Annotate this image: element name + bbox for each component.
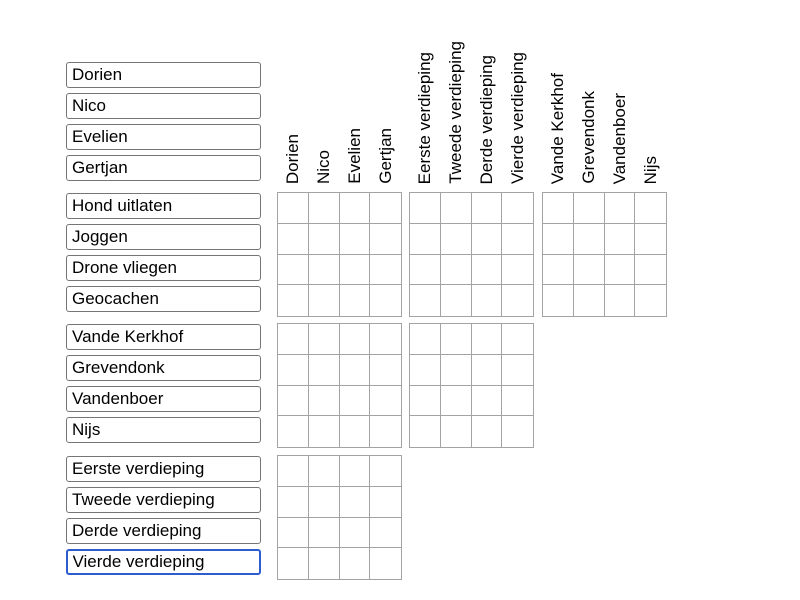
column-header-label: Derde verdieping (477, 54, 496, 184)
label-input-floors-3[interactable] (66, 549, 261, 575)
grid-cell[interactable] (370, 518, 401, 549)
grid-cell[interactable] (340, 416, 371, 447)
grid-cell[interactable] (574, 255, 605, 286)
column-header-floors-2 (471, 0, 502, 190)
grid-block-surnames-x-persons (277, 323, 402, 448)
grid-cell[interactable] (441, 324, 472, 355)
label-input-floors-2[interactable] (66, 518, 261, 544)
grid-cell[interactable] (340, 324, 371, 355)
column-header-floors-1 (440, 0, 471, 190)
grid-cell[interactable] (472, 193, 503, 224)
grid-cell[interactable] (605, 285, 636, 316)
grid-cell[interactable] (472, 386, 503, 417)
grid-block-surnames-x-floors (409, 323, 534, 448)
label-input-surnames-3[interactable] (66, 417, 261, 443)
column-header-label: Nijs (641, 155, 660, 184)
grid-cell[interactable] (472, 224, 503, 255)
grid-cell[interactable] (543, 285, 574, 316)
grid-cell[interactable] (635, 193, 666, 224)
grid-cell[interactable] (370, 285, 401, 316)
label-input-persons-2[interactable] (66, 124, 261, 150)
grid-cell[interactable] (605, 255, 636, 286)
grid-cell[interactable] (370, 548, 401, 579)
column-header-label: Tweede verdieping (446, 41, 465, 184)
grid-cell[interactable] (441, 193, 472, 224)
grid-cell[interactable] (574, 224, 605, 255)
grid-cell[interactable] (309, 456, 340, 487)
column-header-surnames-3 (635, 0, 666, 190)
grid-cell[interactable] (472, 285, 503, 316)
grid-cell[interactable] (502, 193, 533, 224)
column-header-label: Vandenboer (610, 92, 629, 184)
grid-cell[interactable] (370, 224, 401, 255)
grid-cell[interactable] (370, 324, 401, 355)
grid-cell[interactable] (502, 255, 533, 286)
column-header-surnames-0 (542, 0, 573, 190)
grid-cell[interactable] (309, 518, 340, 549)
grid-cell[interactable] (635, 255, 666, 286)
grid-cell[interactable] (410, 285, 441, 316)
label-input-activities-0[interactable] (66, 193, 261, 219)
grid-cell[interactable] (543, 255, 574, 286)
grid-block-activities-x-floors (409, 192, 534, 317)
grid-cell[interactable] (278, 548, 309, 579)
grid-cell[interactable] (502, 355, 533, 386)
grid-cell[interactable] (340, 285, 371, 316)
grid-cell[interactable] (441, 224, 472, 255)
label-input-surnames-2[interactable] (66, 386, 261, 412)
column-header-label: Vierde verdieping (508, 52, 527, 184)
column-header-floors-3 (502, 0, 533, 190)
grid-cell[interactable] (370, 416, 401, 447)
grid-cell[interactable] (410, 386, 441, 417)
column-header-label: Grevendonk (579, 91, 598, 184)
column-header-label: Dorien (283, 133, 302, 184)
grid-cell[interactable] (441, 255, 472, 286)
column-header-persons-2 (339, 0, 370, 190)
grid-cell[interactable] (441, 386, 472, 417)
label-input-activities-3[interactable] (66, 286, 261, 312)
column-header-surnames-1 (573, 0, 604, 190)
grid-cell[interactable] (309, 285, 340, 316)
grid-cell[interactable] (543, 224, 574, 255)
grid-cell[interactable] (370, 193, 401, 224)
grid-cell[interactable] (441, 285, 472, 316)
grid-cell[interactable] (278, 416, 309, 447)
grid-cell[interactable] (543, 193, 574, 224)
grid-cell[interactable] (309, 386, 340, 417)
grid-cell[interactable] (278, 487, 309, 518)
column-header-persons-0 (277, 0, 308, 190)
grid-cell[interactable] (410, 416, 441, 447)
label-input-surnames-1[interactable] (66, 355, 261, 381)
grid-cell[interactable] (340, 255, 371, 286)
grid-cell[interactable] (309, 324, 340, 355)
label-input-surnames-0[interactable] (66, 324, 261, 350)
column-header-label: Vande Kerkhof (548, 72, 567, 184)
grid-cell[interactable] (278, 324, 309, 355)
grid-cell[interactable] (635, 285, 666, 316)
grid-cell[interactable] (472, 416, 503, 447)
grid-cell[interactable] (309, 355, 340, 386)
grid-cell[interactable] (340, 548, 371, 579)
column-header-persons-3 (370, 0, 401, 190)
grid-cell[interactable] (370, 355, 401, 386)
label-input-persons-0[interactable] (66, 62, 261, 88)
grid-cell[interactable] (370, 456, 401, 487)
grid-cell[interactable] (309, 548, 340, 579)
grid-cell[interactable] (574, 193, 605, 224)
grid-cell[interactable] (605, 224, 636, 255)
column-header-label: Nico (314, 149, 333, 184)
grid-cell[interactable] (410, 324, 441, 355)
grid-cell[interactable] (309, 193, 340, 224)
grid-cell[interactable] (309, 416, 340, 447)
grid-cell[interactable] (340, 456, 371, 487)
grid-cell[interactable] (410, 224, 441, 255)
grid-cell[interactable] (278, 255, 309, 286)
column-header-floors-0 (409, 0, 440, 190)
grid-cell[interactable] (502, 416, 533, 447)
grid-cell[interactable] (370, 386, 401, 417)
grid-cell[interactable] (278, 386, 309, 417)
grid-cell[interactable] (502, 285, 533, 316)
grid-cell[interactable] (605, 193, 636, 224)
grid-cell[interactable] (410, 193, 441, 224)
grid-cell[interactable] (574, 285, 605, 316)
grid-cell[interactable] (635, 224, 666, 255)
label-input-persons-3[interactable] (66, 155, 261, 181)
grid-cell[interactable] (502, 224, 533, 255)
grid-cell[interactable] (278, 518, 309, 549)
grid-cell[interactable] (340, 518, 371, 549)
grid-cell[interactable] (340, 355, 371, 386)
grid-cell[interactable] (340, 193, 371, 224)
column-header-surnames-2 (604, 0, 635, 190)
label-input-persons-1[interactable] (66, 93, 261, 119)
grid-cell[interactable] (502, 386, 533, 417)
grid-cell[interactable] (309, 224, 340, 255)
grid-cell[interactable] (370, 487, 401, 518)
grid-cell[interactable] (472, 355, 503, 386)
column-header-label: Gertjan (376, 128, 395, 184)
grid-cell[interactable] (441, 355, 472, 386)
label-input-activities-2[interactable] (66, 255, 261, 281)
grid-cell[interactable] (441, 416, 472, 447)
grid-cell[interactable] (472, 255, 503, 286)
grid-cell[interactable] (278, 355, 309, 386)
grid-cell[interactable] (278, 285, 309, 316)
grid-cell[interactable] (340, 386, 371, 417)
grid-cell[interactable] (410, 355, 441, 386)
grid-cell[interactable] (309, 487, 340, 518)
label-input-activities-1[interactable] (66, 224, 261, 250)
grid-cell[interactable] (278, 456, 309, 487)
grid-cell[interactable] (410, 255, 441, 286)
label-input-floors-0[interactable] (66, 456, 261, 482)
grid-cell[interactable] (502, 324, 533, 355)
grid-block-floors-x-persons (277, 455, 402, 580)
grid-cell[interactable] (278, 224, 309, 255)
column-header-label: Eerste verdieping (415, 51, 434, 184)
label-input-floors-1[interactable] (66, 487, 261, 513)
column-header-label: Evelien (345, 128, 364, 184)
grid-cell[interactable] (309, 255, 340, 286)
grid-cell[interactable] (278, 193, 309, 224)
grid-cell[interactable] (340, 487, 371, 518)
column-header-persons-1 (308, 0, 339, 190)
grid-cell[interactable] (340, 224, 371, 255)
grid-cell[interactable] (472, 324, 503, 355)
grid-block-activities-x-surnames (542, 192, 667, 317)
grid-block-activities-x-persons (277, 192, 402, 317)
grid-cell[interactable] (370, 255, 401, 286)
